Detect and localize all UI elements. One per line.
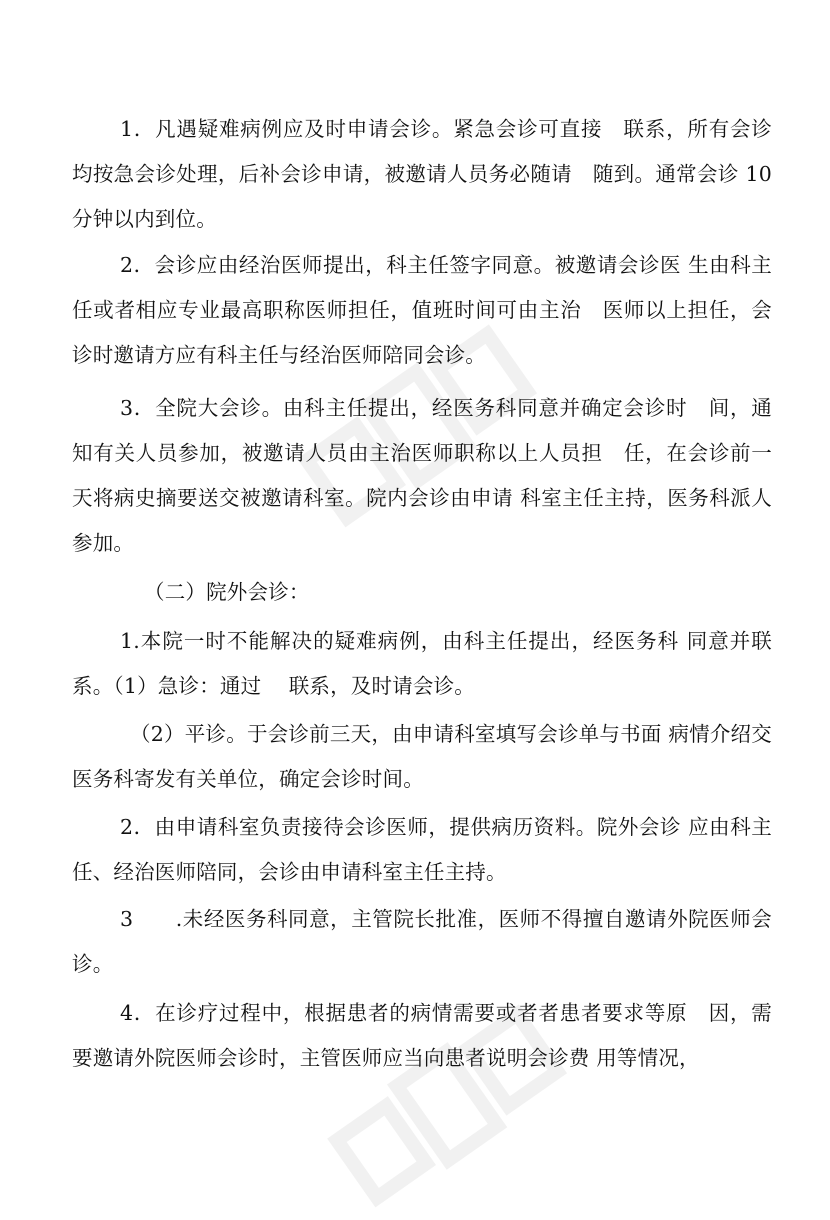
paragraph-6: （2）平诊。于会诊前三天，由申请科室填写会诊单与书面 病情介绍交医务科寄发有关单位，确定会诊时间。 — [72, 722, 772, 791]
section-heading-external-consultation: （二）院外会诊： — [144, 580, 310, 604]
paragraph-5: 1.本院一时不能解决的疑难病例，由科主任提出，经医务科 同意并联系。（1）急诊：通过 联系，及时请会诊。 — [72, 629, 772, 698]
paragraph-2: 2．会诊应由经治医师提出，科主任签字同意。被邀请会诊医 生由科主任或者相应专业最高职称医师担任，值班时间可由主治 医师以上担任，会诊时邀请方应有科主任与经治医师陪同会诊。 — [72, 253, 772, 367]
paragraph-1: 1．凡遇疑难病例应及时申请会诊。紧急会诊可直接 联系，所有会诊均按急会诊处理，后补会诊申请，被邀请人员务必随请 随到。通常会诊 10 分钟以内到位。 — [72, 117, 772, 231]
paragraph-9: 4．在诊疗过程中，根据患者的病情需要或者者患者要求等原 因，需要邀请外院医师会诊时，主管医师应当向患者说明会诊费 用等情况， — [72, 1001, 772, 1070]
paragraph-3: 3．全院大会诊。由科主任提出，经医务科同意并确定会诊时 间，通知有关人员参加，被邀请人员由主治医师职称以上人员担 任，在会诊前一天将病史摘要送交被邀请科室。院内会诊由申请 科室主任主持，医务科派人参加。 — [72, 396, 772, 555]
paragraph-7: 2．由申请科室负责接待会诊医师，提供病历资料。院外会诊 应由科主任、经治医师陪同，会诊由申请科室主任主持。 — [72, 815, 772, 884]
paragraph-8: 3 .未经医务科同意，主管院长批准，医师不得擅自邀请外院医师会诊。 — [72, 907, 772, 976]
